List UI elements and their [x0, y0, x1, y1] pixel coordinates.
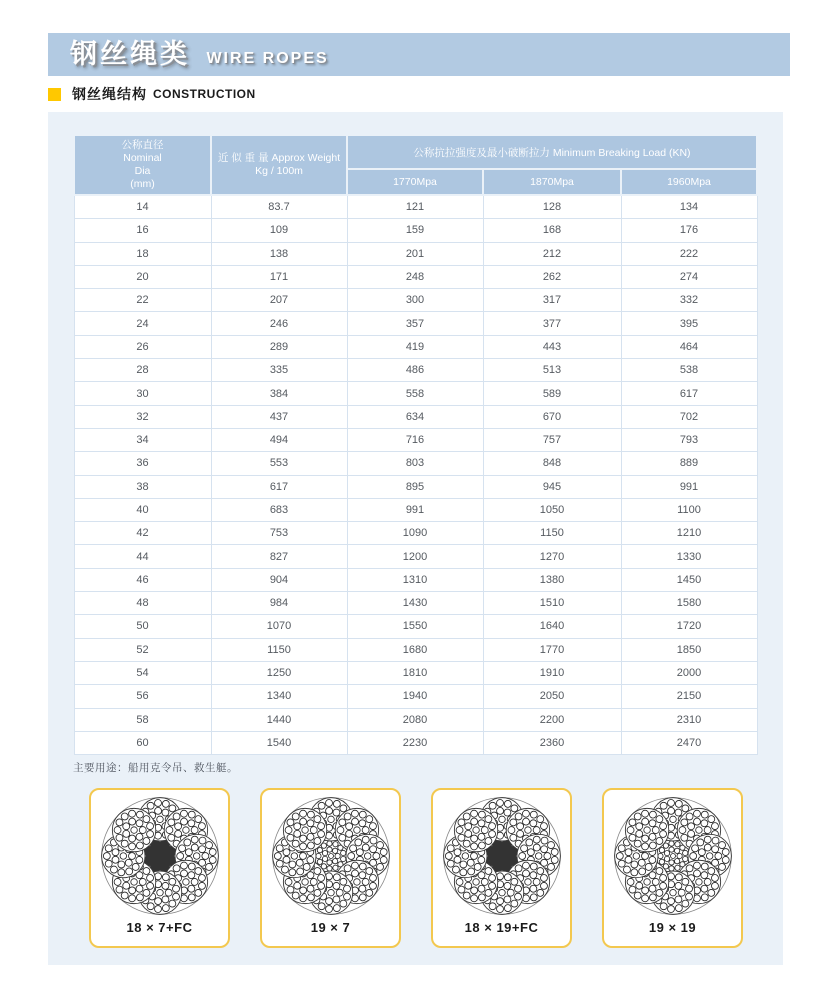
- table-cell: 1270: [483, 545, 621, 568]
- table-cell: 991: [347, 498, 483, 521]
- table-cell: 1450: [621, 568, 757, 591]
- rope-cross-section-diagram: [98, 794, 222, 918]
- table-cell: 18: [74, 242, 211, 265]
- table-cell: 222: [621, 242, 757, 265]
- table-row: [74, 522, 757, 545]
- table-cell: 1580: [621, 592, 757, 615]
- table-cell: 1850: [621, 638, 757, 661]
- table-row: [74, 195, 757, 219]
- table-cell: 2360: [483, 731, 621, 754]
- table-cell: 248: [347, 265, 483, 288]
- table-cell: 22: [74, 289, 211, 312]
- header-approx-weight-line1: 近 似 重 量 Approx Weight: [217, 152, 341, 164]
- table-cell: 991: [621, 475, 757, 498]
- table-cell: 1070: [211, 615, 347, 638]
- table-row: [74, 219, 757, 242]
- table-cell: 357: [347, 312, 483, 335]
- table-cell: 274: [621, 265, 757, 288]
- table-cell: 159: [347, 219, 483, 242]
- table-cell: 1770: [483, 638, 621, 661]
- table-cell: 246: [211, 312, 347, 335]
- header-approx-weight: [211, 135, 347, 195]
- table-cell: 904: [211, 568, 347, 591]
- table-cell: 2000: [621, 661, 757, 684]
- table-cell: 109: [211, 219, 347, 242]
- table-row: [74, 265, 757, 288]
- table-row: [74, 545, 757, 568]
- table-cell: 2230: [347, 731, 483, 754]
- table-cell: 1910: [483, 661, 621, 684]
- table-cell: 437: [211, 405, 347, 428]
- table-cell: 945: [483, 475, 621, 498]
- table-cell: 16: [74, 219, 211, 242]
- table-row: [74, 685, 757, 708]
- table-cell: 52: [74, 638, 211, 661]
- table-cell: 757: [483, 428, 621, 451]
- table-cell: 335: [211, 359, 347, 382]
- table-cell: 289: [211, 335, 347, 358]
- construction-cards-row: [89, 788, 789, 954]
- table-cell: 1680: [347, 638, 483, 661]
- header-breaking-load-span: 公称抗拉强度及最小破断拉力 Minimum Breaking Load (KN): [347, 135, 757, 169]
- table-cell: 44: [74, 545, 211, 568]
- table-cell: 56: [74, 685, 211, 708]
- section-heading: [48, 86, 256, 102]
- table-row: [74, 568, 757, 591]
- table-cell: 201: [347, 242, 483, 265]
- table-cell: 1250: [211, 661, 347, 684]
- table-cell: 1540: [211, 731, 347, 754]
- table-row: [74, 661, 757, 684]
- table-cell: 34: [74, 428, 211, 451]
- table-cell: 553: [211, 452, 347, 475]
- table-cell: 14: [74, 195, 211, 219]
- table-row: [74, 289, 757, 312]
- table-row: [74, 708, 757, 731]
- rope-cross-section-diagram: [611, 794, 735, 918]
- header-approx-weight-line2: Kg / 100m: [255, 165, 303, 177]
- table-cell: 558: [347, 382, 483, 405]
- table-cell: 494: [211, 428, 347, 451]
- table-cell: 1510: [483, 592, 621, 615]
- table-cell: 171: [211, 265, 347, 288]
- table-cell: 617: [211, 475, 347, 498]
- page-title-english: WIRE ROPES: [206, 50, 329, 67]
- header-nominal-dia-en1: Nominal: [123, 152, 162, 164]
- table-cell: 827: [211, 545, 347, 568]
- table-cell: 58: [74, 708, 211, 731]
- table-cell: 300: [347, 289, 483, 312]
- section-heading-chinese: 钢丝绳结构: [72, 86, 147, 102]
- table-cell: 317: [483, 289, 621, 312]
- table-cell: 670: [483, 405, 621, 428]
- table-cell: 716: [347, 428, 483, 451]
- table-cell: 46: [74, 568, 211, 591]
- table-cell: 26: [74, 335, 211, 358]
- table-cell: 1050: [483, 498, 621, 521]
- table-row: [74, 382, 757, 405]
- table-cell: 1430: [347, 592, 483, 615]
- yellow-square-bullet-icon: [48, 88, 61, 101]
- table-cell: 38: [74, 475, 211, 498]
- table-cell: 20: [74, 265, 211, 288]
- header-nominal-dia-unit: (mm): [130, 178, 155, 190]
- page-title-band: [48, 33, 790, 76]
- table-cell: 513: [483, 359, 621, 382]
- construction-card: [89, 788, 230, 948]
- table-row: [74, 405, 757, 428]
- table-cell: 1720: [621, 615, 757, 638]
- table-cell: 377: [483, 312, 621, 335]
- table-cell: 40: [74, 498, 211, 521]
- table-cell: 176: [621, 219, 757, 242]
- table-row: [74, 592, 757, 615]
- table-row: [74, 312, 757, 335]
- table-body: [74, 195, 757, 755]
- table-cell: 121: [347, 195, 483, 219]
- table-cell: 2050: [483, 685, 621, 708]
- table-cell: 168: [483, 219, 621, 242]
- table-row: [74, 359, 757, 382]
- table-cell: 24: [74, 312, 211, 335]
- construction-card: [431, 788, 572, 948]
- table-row: [74, 498, 757, 521]
- table-cell: 538: [621, 359, 757, 382]
- table-cell: 28: [74, 359, 211, 382]
- header-nominal-dia-en2: Dia: [134, 165, 151, 177]
- table-cell: 895: [347, 475, 483, 498]
- construction-card: [602, 788, 743, 948]
- construction-label: 19 × 19: [648, 920, 697, 935]
- table-cell: 617: [621, 382, 757, 405]
- construction-label: 18 × 7+FC: [126, 920, 193, 935]
- table-row: [74, 475, 757, 498]
- table-row: [74, 242, 757, 265]
- header-nominal-dia-zh: 公称直径: [121, 139, 164, 151]
- table-cell: 702: [621, 405, 757, 428]
- table-cell: 395: [621, 312, 757, 335]
- table-cell: 793: [621, 428, 757, 451]
- table-cell: 207: [211, 289, 347, 312]
- table-cell: 36: [74, 452, 211, 475]
- table-cell: 1810: [347, 661, 483, 684]
- table-cell: 2080: [347, 708, 483, 731]
- table-cell: 134: [621, 195, 757, 219]
- table-cell: 1150: [211, 638, 347, 661]
- construction-label: 18 × 19+FC: [464, 920, 539, 935]
- table-row: [74, 428, 757, 451]
- table-cell: 634: [347, 405, 483, 428]
- header-grade-1960: 1960Mpa: [621, 169, 757, 195]
- table-cell: 889: [621, 452, 757, 475]
- table-cell: 1640: [483, 615, 621, 638]
- table-cell: 464: [621, 335, 757, 358]
- table-cell: 683: [211, 498, 347, 521]
- table-cell: 332: [621, 289, 757, 312]
- table-cell: 128: [483, 195, 621, 219]
- table-cell: 753: [211, 522, 347, 545]
- table-cell: 1940: [347, 685, 483, 708]
- table-row: [74, 452, 757, 475]
- table-cell: 83.7: [211, 195, 347, 219]
- table-cell: 486: [347, 359, 483, 382]
- table-cell: 1310: [347, 568, 483, 591]
- table-cell: 848: [483, 452, 621, 475]
- table-cell: 1150: [483, 522, 621, 545]
- section-heading-english: CONSTRUCTION: [153, 87, 256, 101]
- header-grade-1870: 1870Mpa: [483, 169, 621, 195]
- header-nominal-dia: [74, 135, 211, 195]
- table-cell: 419: [347, 335, 483, 358]
- usage-note: 主要用途：船用克令吊、救生艇。: [73, 762, 238, 774]
- rope-cross-section-diagram: [440, 794, 564, 918]
- table-cell: 803: [347, 452, 483, 475]
- table-cell: 50: [74, 615, 211, 638]
- table-cell: 589: [483, 382, 621, 405]
- table-row: [74, 615, 757, 638]
- table-cell: 384: [211, 382, 347, 405]
- content-panel: [48, 112, 783, 965]
- table-cell: 262: [483, 265, 621, 288]
- table-cell: 2470: [621, 731, 757, 754]
- table-cell: 1440: [211, 708, 347, 731]
- table-cell: 138: [211, 242, 347, 265]
- table-cell: 1210: [621, 522, 757, 545]
- table-cell: 1380: [483, 568, 621, 591]
- page-title-chinese: 钢丝绳类: [70, 39, 190, 69]
- table-cell: 1330: [621, 545, 757, 568]
- table-cell: 443: [483, 335, 621, 358]
- table-cell: 42: [74, 522, 211, 545]
- construction-card: [260, 788, 401, 948]
- table-cell: 48: [74, 592, 211, 615]
- specification-table: [73, 134, 758, 755]
- table-cell: 1200: [347, 545, 483, 568]
- table-cell: 1090: [347, 522, 483, 545]
- table-cell: 1100: [621, 498, 757, 521]
- construction-label: 19 × 7: [310, 920, 351, 935]
- table-cell: 30: [74, 382, 211, 405]
- table-cell: 984: [211, 592, 347, 615]
- table-cell: 2310: [621, 708, 757, 731]
- table-cell: 60: [74, 731, 211, 754]
- rope-cross-section-diagram: [269, 794, 393, 918]
- table-cell: 1340: [211, 685, 347, 708]
- table-header: [74, 135, 757, 195]
- table-row: [74, 638, 757, 661]
- table-row: [74, 731, 757, 754]
- table-cell: 212: [483, 242, 621, 265]
- table-cell: 54: [74, 661, 211, 684]
- table-row: [74, 335, 757, 358]
- table-cell: 2200: [483, 708, 621, 731]
- table-cell: 1550: [347, 615, 483, 638]
- table-cell: 32: [74, 405, 211, 428]
- table-cell: 2150: [621, 685, 757, 708]
- header-grade-1770: 1770Mpa: [347, 169, 483, 195]
